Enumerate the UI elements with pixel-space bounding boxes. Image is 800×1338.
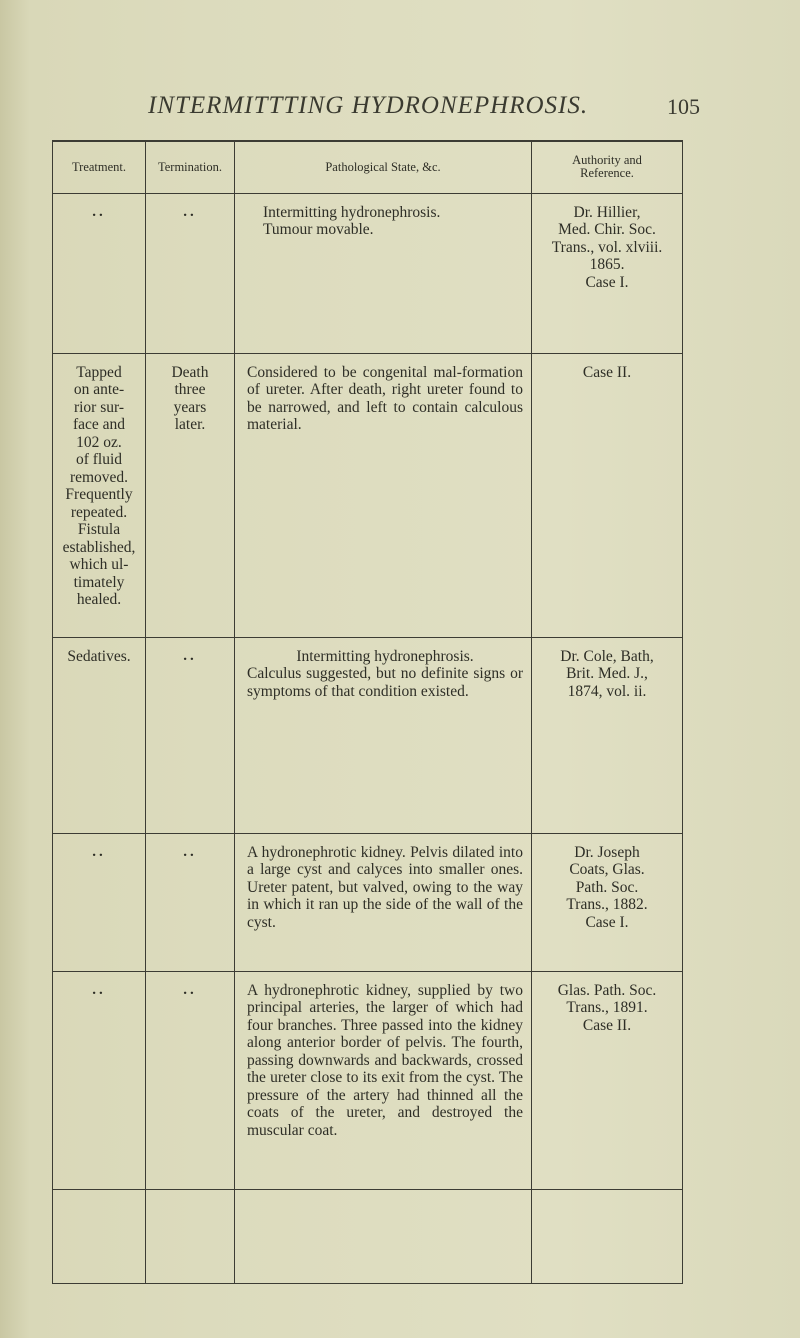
authority-reference: Dr. Joseph Coats, Glas. Path. Soc. Trans., 1882. Case I. [566, 843, 648, 931]
header-treatment: Treatment. [53, 141, 146, 193]
running-head [140, 92, 700, 126]
case-table [52, 140, 683, 1284]
ditto-mark: .. [183, 981, 197, 998]
page-number: 105 [667, 94, 700, 119]
table-row-empty [53, 1189, 683, 1283]
page-title: INTERMITTTING HYDRONEPHROSIS. [148, 92, 589, 119]
pathological-state-text: Calculus suggested, but no definite signs or symptoms of that condition existed. [247, 665, 523, 700]
ditto-mark: .. [183, 203, 197, 220]
pathological-state-text: Intermitting hydronephrosis. Tumour movable. [263, 203, 441, 238]
table-row [53, 193, 683, 353]
header-pathological-state: Pathological State, &c. [235, 141, 532, 193]
authority-reference: Dr. Hillier, Med. Chir. Soc. Trans., vol. xlviii. 1865. Case I. [551, 203, 663, 291]
termination-text: Death three years later. [171, 363, 209, 433]
table-row [53, 971, 683, 1189]
authority-reference: Case II. [582, 363, 632, 381]
authority-reference: Dr. Cole, Bath, Brit. Med. J., 1874, vol. ii. [560, 647, 654, 700]
pathological-state-text: Considered to be congenital mal-formation of ureter. After death, right ureter found to be narrowed, and left to contain calculous material. [247, 363, 523, 433]
treatment-text: Tapped on ante- rior sur- face and 102 oz. of fluid removed. Frequently repeated. Fistula established, which ul- timately healed. [62, 363, 136, 608]
pathological-state-heading: Intermitting hydronephrosis. [296, 647, 474, 665]
pathological-state-text: A hydronephrotic kidney. Pelvis dilated into a large cyst and calyces into smaller ones. Ureter patent, but valved, owing to the way in which it ran up the side of the wall of the cyst. [247, 843, 523, 931]
treatment-text: Sedatives. [67, 647, 131, 665]
table-row [53, 833, 683, 971]
table-row [53, 353, 683, 637]
header-termination: Termination. [146, 141, 235, 193]
authority-reference: Glas. Path. Soc. Trans., 1891. Case II. [557, 981, 657, 1034]
ditto-mark: .. [183, 647, 197, 664]
pathological-state-text: A hydronephrotic kidney, supplied by two principal arteries, the larger of which had four branches. Three passed into the kidney along anterior border of pelvis. The fourth, passing downwards and backwards, crossed the ureter close to its exit from the cyst. The pressure of the artery had thinned all the coats of the ureter, and destroyed the muscular coat. [247, 981, 523, 1139]
table-row [53, 637, 683, 833]
ditto-mark: .. [183, 843, 197, 860]
ditto-mark: .. [92, 843, 106, 860]
ditto-mark: .. [92, 203, 106, 220]
table-header-row [53, 141, 683, 193]
ditto-mark: .. [92, 981, 106, 998]
header-authority: Authority and Reference. [532, 141, 683, 193]
